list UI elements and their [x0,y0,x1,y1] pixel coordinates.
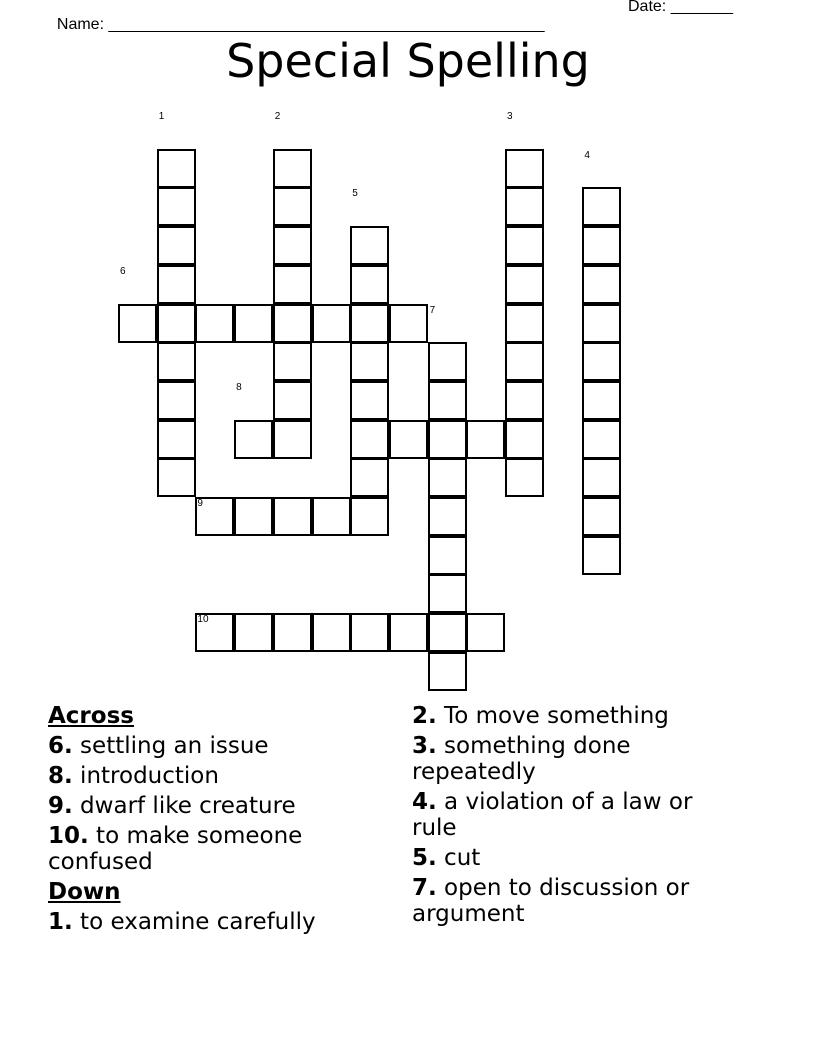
crossword-cell[interactable] [428,420,467,459]
crossword-cell[interactable] [505,342,544,381]
across-heading: Across [48,703,134,729]
clue-item [412,789,742,841]
name-field-label: Name: _________________________________________________ [56,16,545,33]
crossword-cell[interactable] [466,420,505,459]
crossword-cell[interactable] [466,613,505,652]
crossword-cell[interactable] [312,613,351,652]
crossword-cell[interactable] [157,304,196,343]
clue-number: 7. [412,875,437,901]
crossword-cell[interactable] [157,458,196,497]
clue-text: To move something [436,703,669,729]
crossword-cell[interactable] [350,226,389,265]
clue-number: 6. [48,733,73,759]
clue-text: open to discussion or argument [412,875,690,927]
crossword-cell[interactable] [273,613,312,652]
clues-column-right [412,703,742,931]
crossword-cell[interactable] [157,149,196,188]
clue-number-label: 1 [158,111,165,122]
crossword-cell[interactable] [582,536,621,575]
crossword-cell[interactable] [582,458,621,497]
crossword-cell[interactable] [582,265,621,304]
crossword-cell[interactable] [389,420,428,459]
crossword-cell[interactable] [273,420,312,459]
clue-text: dwarf like creature [72,793,296,819]
crossword-cell[interactable] [234,613,273,652]
crossword-cell[interactable] [582,187,621,226]
crossword-cell[interactable] [234,304,273,343]
clue-item [48,823,378,875]
crossword-cell[interactable] [350,342,389,381]
crossword-cell[interactable] [157,420,196,459]
clue-text: introduction [72,763,219,789]
clue-text: settling an issue [72,733,269,759]
crossword-cell[interactable] [273,342,312,381]
clue-item [412,875,742,927]
crossword-cell[interactable] [273,497,312,536]
clue-text: cut [436,845,481,871]
crossword-cell[interactable] [428,497,467,536]
clue-number-label: 5 [352,188,358,200]
crossword-cell[interactable] [157,226,196,265]
clue-item [412,733,742,785]
clue-number-label: 7 [429,304,436,316]
crossword-cell[interactable] [582,420,621,459]
crossword-cell[interactable] [234,497,273,536]
crossword-cell[interactable] [312,304,351,343]
clue-number-label: 4 [584,149,590,161]
crossword-cell[interactable] [157,187,196,226]
crossword-cell[interactable] [428,381,467,420]
crossword-cell[interactable] [118,304,157,343]
clue-text: a violation of a law or rule [412,789,693,841]
crossword-cell[interactable] [157,265,196,304]
clue-number: 5. [412,845,437,871]
crossword-cell[interactable] [505,265,544,304]
crossword-cell[interactable] [505,187,544,226]
crossword-cell[interactable] [505,304,544,343]
clue-number-label: 10 [197,614,209,626]
clue-number: 9. [48,793,73,819]
crossword-cell[interactable] [582,342,621,381]
crossword-cell[interactable] [350,304,389,343]
crossword-cell[interactable] [273,226,312,265]
clue-item [48,793,378,819]
crossword-cell[interactable] [505,420,544,459]
clue-item [412,703,742,729]
crossword-cell[interactable] [582,497,621,536]
crossword-cell[interactable] [582,381,621,420]
clue-number: 4. [412,789,437,815]
clue-text: to examine carefully [72,909,316,935]
crossword-cell[interactable] [157,381,196,420]
clue-number-label: 6 [120,265,126,277]
crossword-cell[interactable] [312,497,351,536]
crossword-cell[interactable] [273,187,312,226]
crossword-cell[interactable] [350,613,389,652]
crossword-cell[interactable] [273,381,312,420]
crossword-cell[interactable] [505,149,544,188]
clue-item [412,845,742,871]
clue-item [48,763,378,789]
clue-number: 2. [412,703,437,729]
crossword-cell[interactable] [389,304,428,343]
clue-number: 3. [412,733,437,759]
crossword-cell[interactable] [582,304,621,343]
crossword-cell[interactable] [428,574,467,613]
crossword-cell[interactable] [428,652,467,691]
crossword-cell[interactable] [195,304,234,343]
crossword-cell[interactable] [389,613,428,652]
crossword-cell[interactable] [428,458,467,497]
clue-item [48,733,378,759]
down-clue-list-part1 [48,909,378,935]
crossword-cell[interactable] [350,497,389,536]
clues-column-left [48,703,378,939]
crossword-cell[interactable] [505,381,544,420]
across-clue-list [48,733,378,875]
crossword-cell[interactable] [350,458,389,497]
crossword-cell[interactable] [157,342,196,381]
clue-number-label: 2 [274,111,281,122]
down-clue-list-part2 [412,703,742,927]
clue-number-label: 8 [236,381,242,393]
crossword-cell[interactable] [505,226,544,265]
clue-number: 1. [48,909,73,935]
crossword-cell[interactable] [350,265,389,304]
crossword-cell[interactable] [428,536,467,575]
down-heading: Down [48,879,121,905]
crossword-cell[interactable] [234,420,273,459]
crossword-cell[interactable] [350,420,389,459]
crossword-cell[interactable] [273,304,312,343]
clue-item [48,909,378,935]
puzzle-title: Special Spelling [226,34,590,88]
crossword-cell[interactable] [428,342,467,381]
crossword-cell[interactable] [428,613,467,652]
clue-number: 10. [48,823,89,849]
crossword-cell[interactable] [273,265,312,304]
date-field-label: Date: _______ [628,0,733,15]
clue-number: 8. [48,763,73,789]
clue-number-label: 9 [197,498,203,509]
crossword-cell[interactable] [350,381,389,420]
clue-text: to make someone confused [48,823,303,875]
crossword-cell[interactable] [505,458,544,497]
crossword-cell[interactable] [582,226,621,265]
crossword-cell[interactable] [273,149,312,188]
clue-text: something done repeatedly [412,733,631,785]
clue-number-label: 3 [507,111,513,122]
